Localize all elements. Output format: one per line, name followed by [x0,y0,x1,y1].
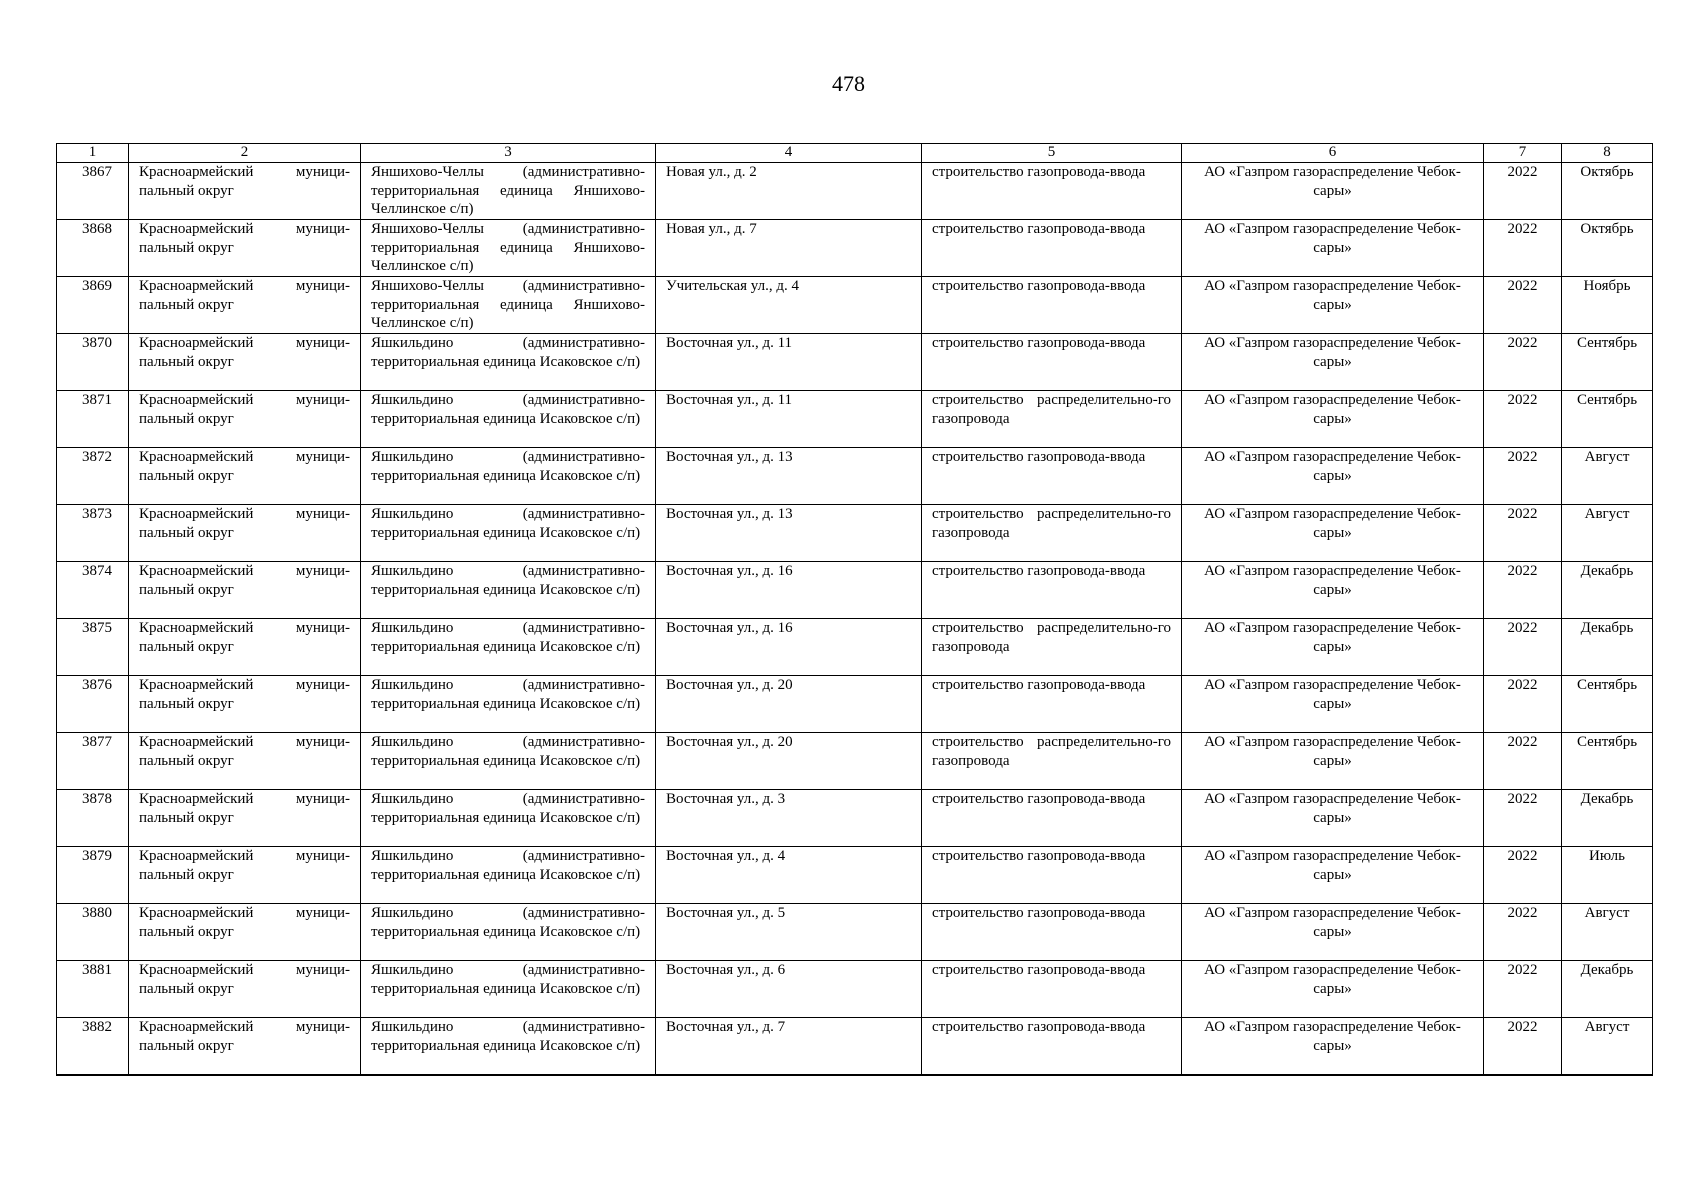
month-cell: Сентябрь [1562,733,1653,790]
municipality-cell: Красноармейский муници-пальный округ [129,790,361,847]
column-header: 1 [57,144,129,163]
row-number-cell: 3874 [57,562,129,619]
settlement-cell: Яшкильдино (административно-территориальная единица Исаковское с/п) [361,448,656,505]
address-cell: Восточная ул., д. 7 [656,1018,922,1075]
organization-cell: АО «Газпром газораспределение Чебок-сары» [1182,676,1484,733]
month-cell: Декабрь [1562,961,1653,1018]
month-cell: Июль [1562,847,1653,904]
organization-cell: АО «Газпром газораспределение Чебок-сары» [1182,904,1484,961]
month-cell: Декабрь [1562,562,1653,619]
year-cell: 2022 [1484,619,1562,676]
settlement-cell: Яшкильдино (административно-территориальная единица Исаковское с/п) [361,733,656,790]
work-type-cell: строительство газопровода-ввода [922,904,1182,961]
settlement-cell: Яшкильдино (административно-территориальная единица Исаковское с/п) [361,847,656,904]
year-cell: 2022 [1484,334,1562,391]
municipality-cell: Красноармейский муници-пальный округ [129,277,361,334]
month-cell: Октябрь [1562,220,1653,277]
address-cell: Восточная ул., д. 5 [656,904,922,961]
address-cell: Новая ул., д. 7 [656,220,922,277]
organization-cell: АО «Газпром газораспределение Чебок-сары» [1182,961,1484,1018]
municipality-cell: Красноармейский муници-пальный округ [129,904,361,961]
organization-cell: АО «Газпром газораспределение Чебок-сары» [1182,277,1484,334]
column-header: 5 [922,144,1182,163]
organization-cell: АО «Газпром газораспределение Чебок-сары» [1182,790,1484,847]
address-cell: Восточная ул., д. 13 [656,448,922,505]
municipality-cell: Красноармейский муници-пальный округ [129,847,361,904]
work-type-cell: строительство газопровода-ввода [922,847,1182,904]
address-cell: Восточная ул., д. 16 [656,562,922,619]
work-type-cell: строительство распределительно-го газопровода [922,619,1182,676]
row-number-cell: 3881 [57,961,129,1018]
row-number-cell: 3875 [57,619,129,676]
year-cell: 2022 [1484,733,1562,790]
settlement-cell: Яшкильдино (административно-территориальная единица Исаковское с/п) [361,1018,656,1075]
settlement-cell: Яшкильдино (административно-территориальная единица Исаковское с/п) [361,334,656,391]
table-row [57,562,1653,619]
table-row [57,790,1653,847]
municipality-cell: Красноармейский муници-пальный округ [129,334,361,391]
row-number-cell: 3878 [57,790,129,847]
year-cell: 2022 [1484,220,1562,277]
month-cell: Декабрь [1562,619,1653,676]
year-cell: 2022 [1484,505,1562,562]
year-cell: 2022 [1484,562,1562,619]
row-number-cell: 3879 [57,847,129,904]
month-cell: Ноябрь [1562,277,1653,334]
municipality-cell: Красноармейский муници-пальный округ [129,676,361,733]
month-cell: Сентябрь [1562,676,1653,733]
work-type-cell: строительство газопровода-ввода [922,277,1182,334]
year-cell: 2022 [1484,163,1562,220]
work-type-cell: строительство газопровода-ввода [922,676,1182,733]
settlement-cell: Яшкильдино (административно-территориальная единица Исаковское с/п) [361,961,656,1018]
settlement-cell: Яшкильдино (административно-территориальная единица Исаковское с/п) [361,904,656,961]
organization-cell: АО «Газпром газораспределение Чебок-сары» [1182,619,1484,676]
organization-cell: АО «Газпром газораспределение Чебок-сары» [1182,220,1484,277]
year-cell: 2022 [1484,676,1562,733]
row-number-cell: 3873 [57,505,129,562]
month-cell: Август [1562,904,1653,961]
column-header: 6 [1182,144,1484,163]
year-cell: 2022 [1484,847,1562,904]
column-header: 2 [129,144,361,163]
month-cell: Сентябрь [1562,391,1653,448]
row-number-cell: 3872 [57,448,129,505]
settlement-cell: Яншихово-Челлы (административно-территориальная единица Яншихово-Челлинское с/п) [361,277,656,334]
address-cell: Новая ул., д. 2 [656,163,922,220]
municipality-cell: Красноармейский муници-пальный округ [129,562,361,619]
address-cell: Восточная ул., д. 11 [656,391,922,448]
settlement-cell: Яшкильдино (административно-территориальная единица Исаковское с/п) [361,676,656,733]
row-number-cell: 3871 [57,391,129,448]
table-row [57,1018,1653,1075]
municipality-cell: Красноармейский муници-пальный округ [129,391,361,448]
work-type-cell: строительство газопровода-ввода [922,1018,1182,1075]
month-cell: Август [1562,448,1653,505]
table-row [57,448,1653,505]
municipality-cell: Красноармейский муници-пальный округ [129,733,361,790]
address-cell: Восточная ул., д. 13 [656,505,922,562]
table-row [57,334,1653,391]
table-row [57,277,1653,334]
municipality-cell: Красноармейский муници-пальный округ [129,619,361,676]
settlement-cell: Яншихово-Челлы (административно-территориальная единица Яншихово-Челлинское с/п) [361,163,656,220]
table-row [57,733,1653,790]
work-type-cell: строительство газопровода-ввода [922,790,1182,847]
table-row [57,391,1653,448]
address-cell: Восточная ул., д. 3 [656,790,922,847]
organization-cell: АО «Газпром газораспределение Чебок-сары» [1182,391,1484,448]
municipality-cell: Красноармейский муници-пальный округ [129,961,361,1018]
table-row [57,220,1653,277]
year-cell: 2022 [1484,448,1562,505]
organization-cell: АО «Газпром газораспределение Чебок-сары» [1182,448,1484,505]
table-row [57,505,1653,562]
year-cell: 2022 [1484,1018,1562,1075]
month-cell: Август [1562,1018,1653,1075]
address-cell: Восточная ул., д. 11 [656,334,922,391]
row-number-cell: 3876 [57,676,129,733]
column-header: 8 [1562,144,1653,163]
organization-cell: АО «Газпром газораспределение Чебок-сары» [1182,505,1484,562]
row-number-cell: 3880 [57,904,129,961]
organization-cell: АО «Газпром газораспределение Чебок-сары» [1182,562,1484,619]
address-cell: Учительская ул., д. 4 [656,277,922,334]
work-type-cell: строительство газопровода-ввода [922,448,1182,505]
work-type-cell: строительство газопровода-ввода [922,220,1182,277]
table-row [57,619,1653,676]
year-cell: 2022 [1484,904,1562,961]
column-header: 3 [361,144,656,163]
table-body [57,163,1653,1075]
month-cell: Сентябрь [1562,334,1653,391]
row-number-cell: 3867 [57,163,129,220]
settlement-cell: Яшкильдино (административно-территориальная единица Исаковское с/п) [361,562,656,619]
municipality-cell: Красноармейский муници-пальный округ [129,505,361,562]
gasification-table [56,143,1653,1076]
address-cell: Восточная ул., д. 6 [656,961,922,1018]
work-type-cell: строительство газопровода-ввода [922,562,1182,619]
settlement-cell: Яшкильдино (административно-территориальная единица Исаковское с/п) [361,619,656,676]
municipality-cell: Красноармейский муници-пальный округ [129,1018,361,1075]
month-cell: Октябрь [1562,163,1653,220]
organization-cell: АО «Газпром газораспределение Чебок-сары» [1182,163,1484,220]
address-cell: Восточная ул., д. 4 [656,847,922,904]
work-type-cell: строительство распределительно-го газопровода [922,733,1182,790]
row-number-cell: 3868 [57,220,129,277]
organization-cell: АО «Газпром газораспределение Чебок-сары» [1182,334,1484,391]
organization-cell: АО «Газпром газораспределение Чебок-сары» [1182,1018,1484,1075]
organization-cell: АО «Газпром газораспределение Чебок-сары» [1182,847,1484,904]
address-cell: Восточная ул., д. 20 [656,676,922,733]
month-cell: Август [1562,505,1653,562]
row-number-cell: 3870 [57,334,129,391]
row-number-cell: 3869 [57,277,129,334]
row-number-cell: 3877 [57,733,129,790]
address-cell: Восточная ул., д. 20 [656,733,922,790]
municipality-cell: Красноармейский муници-пальный округ [129,220,361,277]
table-row [57,676,1653,733]
table-row [57,163,1653,220]
settlement-cell: Яшкильдино (административно-территориальная единица Исаковское с/п) [361,790,656,847]
settlement-cell: Яншихово-Челлы (административно-территориальная единица Яншихово-Челлинское с/п) [361,220,656,277]
settlement-cell: Яшкильдино (административно-территориальная единица Исаковское с/п) [361,391,656,448]
year-cell: 2022 [1484,277,1562,334]
year-cell: 2022 [1484,790,1562,847]
column-header: 4 [656,144,922,163]
table-row [57,904,1653,961]
address-cell: Восточная ул., д. 16 [656,619,922,676]
organization-cell: АО «Газпром газораспределение Чебок-сары» [1182,733,1484,790]
work-type-cell: строительство газопровода-ввода [922,961,1182,1018]
column-header: 7 [1484,144,1562,163]
settlement-cell: Яшкильдино (административно-территориальная единица Исаковское с/п) [361,505,656,562]
year-cell: 2022 [1484,391,1562,448]
work-type-cell: строительство распределительно-го газопровода [922,505,1182,562]
work-type-cell: строительство газопровода-ввода [922,334,1182,391]
table-row [57,961,1653,1018]
work-type-cell: строительство газопровода-ввода [922,163,1182,220]
page-number: 478 [832,71,865,96]
table-row [57,847,1653,904]
year-cell: 2022 [1484,961,1562,1018]
work-type-cell: строительство распределительно-го газопровода [922,391,1182,448]
row-number-cell: 3882 [57,1018,129,1075]
month-cell: Декабрь [1562,790,1653,847]
column-number-header-row [57,144,1653,163]
municipality-cell: Красноармейский муници-пальный округ [129,448,361,505]
municipality-cell: Красноармейский муници-пальный округ [129,163,361,220]
